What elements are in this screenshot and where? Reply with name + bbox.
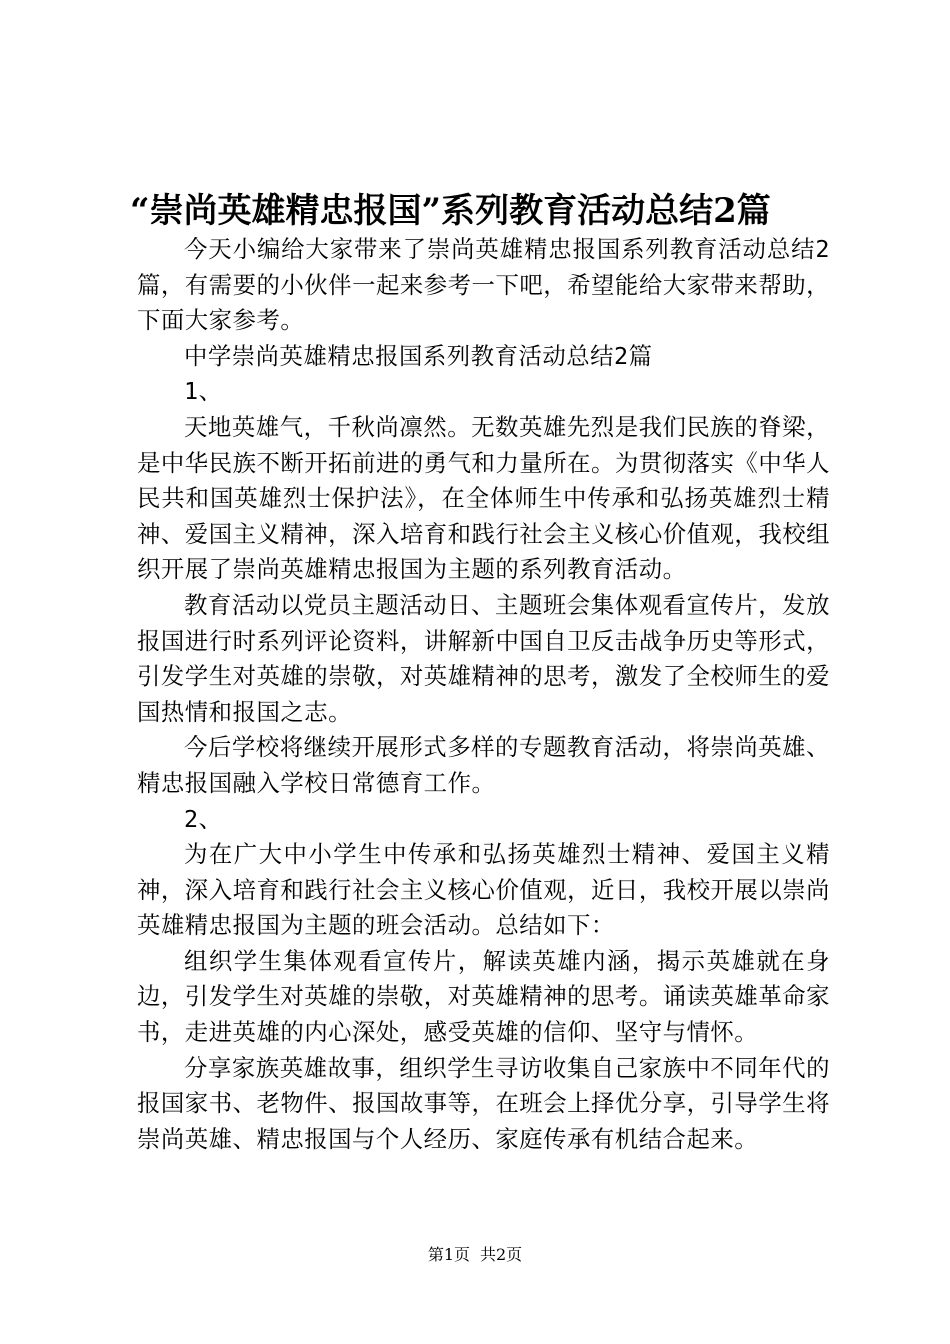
- section-number-2: 2、: [184, 804, 223, 833]
- page-number-current: 第1页: [427, 1245, 470, 1264]
- body-paragraph: 天地英雄气，千秋尚凛然。无数英雄先烈是我们民族的脊梁，是中华民族不断开拓前进的勇气和力量所在。为贯彻落实《中华人民共和国英雄烈士保护法》，在全体师生中传承和弘扬英雄烈士精神、爱国主义精神，深入培育和践行社会主义核心价值观，我校组织开展了崇尚英雄精忠报国为主题的系列教育活动。: [137, 412, 830, 584]
- section-number-1: 1、: [184, 377, 223, 406]
- subtitle-paragraph: 中学崇尚英雄精忠报国系列教育活动总结2篇: [184, 341, 653, 370]
- page-number-total: 共2页: [480, 1245, 523, 1264]
- intro-paragraph: 今天小编给大家带来了崇尚英雄精忠报国系列教育活动总结2篇，有需要的小伙伴一起来参考一下吧，希望能给大家带来帮助，下面大家参考。: [137, 235, 830, 335]
- body-paragraph: 分享家族英雄故事，组织学生寻访收集自己家族中不同年代的报国家书、老物件、报国故事等，在班会上择优分享，引导学生将崇尚英雄、精忠报国与个人经历、家庭传承有机结合起来。: [137, 1053, 830, 1153]
- document-title: “崇尚英雄精忠报国”系列教育活动总结2篇: [130, 191, 771, 231]
- body-paragraph: 今后学校将继续开展形式多样的专题教育活动，将崇尚英雄、精忠报国融入学校日常德育工作。: [137, 733, 830, 797]
- body-paragraph: 为在广大中小学生中传承和弘扬英雄烈士精神、爱国主义精神，深入培育和践行社会主义核心价值观，近日，我校开展以崇尚英雄精忠报国为主题的班会活动。总结如下：: [137, 840, 830, 940]
- body-paragraph: 组织学生集体观看宣传片，解读英雄内涵，揭示英雄就在身边，引发学生对英雄的崇敬，对英雄精神的思考。诵读英雄革命家书，走进英雄的内心深处，感受英雄的信仰、坚守与情怀。: [137, 946, 830, 1047]
- document-body: [137, 232, 830, 1157]
- page-footer: [0, 1243, 950, 1267]
- body-paragraph: 教育活动以党员主题活动日、主题班会集体观看宣传片，发放报国进行时系列评论资料，讲解新中国自卫反击战争历史等形式，引发学生对英雄的崇敬，对英雄精神的思考，激发了全校师生的爱国热情和报国之志。: [137, 590, 830, 726]
